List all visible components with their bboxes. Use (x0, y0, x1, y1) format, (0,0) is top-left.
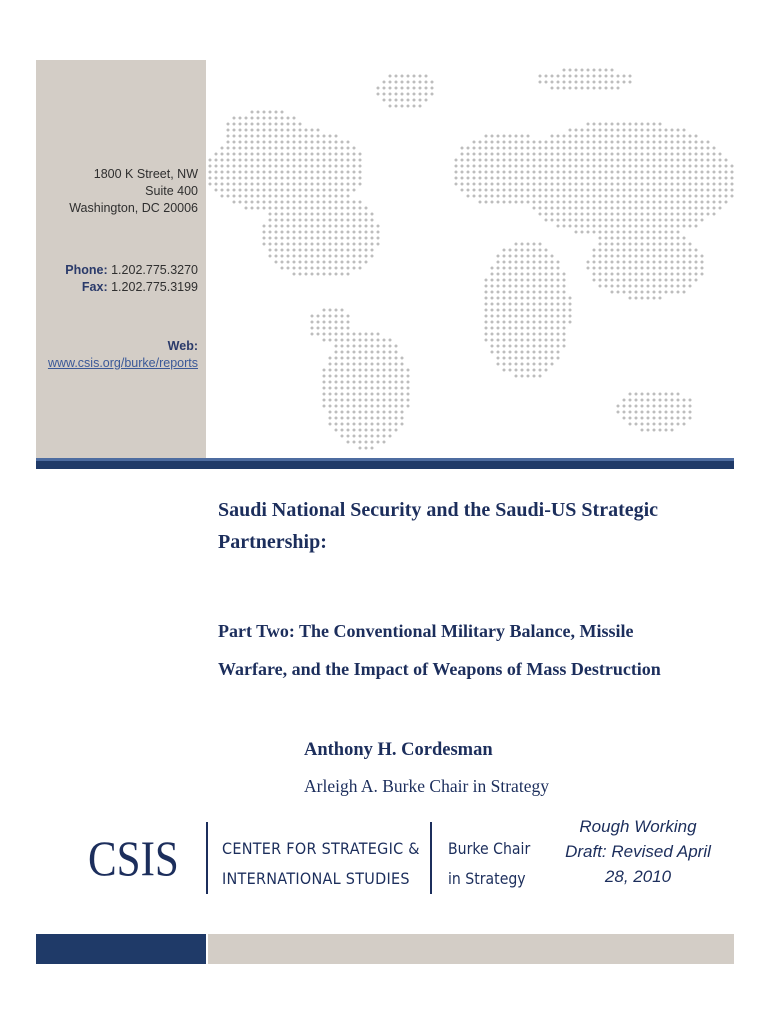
fax-number: 1.202.775.3199 (111, 280, 198, 294)
dotted-world-map (206, 60, 734, 458)
draft-note-line: 28, 2010 (604, 867, 672, 886)
phone-number: 1.202.775.3270 (111, 263, 198, 277)
author-title: Arleigh A. Burke Chair in Strategy (304, 776, 549, 796)
author-name: Anthony H. Cordesman (304, 740, 493, 760)
burke-chair-line: Burke Chair (448, 839, 531, 858)
subtitle-line: Warfare, and the Impact of Weapons of Mass Destruction (218, 659, 661, 679)
address-line: Suite 400 (145, 184, 198, 198)
logo-divider (430, 822, 432, 894)
web-block (18, 338, 198, 372)
csis-logo: CSIS (88, 830, 179, 886)
center-name-line: CENTER FOR STRATEGIC & (222, 839, 420, 858)
title-line: Partnership: (218, 531, 327, 553)
divider-stripe (36, 458, 734, 461)
burke-chair-line: in Strategy (448, 869, 526, 888)
title-line: Saudi National Security and the Saudi-US Strategic (218, 499, 659, 521)
world-map-image (206, 60, 734, 458)
address-line: Washington, DC 20006 (69, 201, 198, 215)
footer-band-left (36, 934, 206, 964)
phone-label: Phone: (65, 263, 108, 277)
document-subtitle (218, 612, 688, 688)
map-dots (209, 69, 734, 450)
address-block (28, 166, 198, 217)
web-label: Web: (167, 339, 198, 353)
burke-chair-logo (448, 834, 530, 894)
header-divider-bar (36, 458, 734, 469)
document-title (218, 494, 688, 558)
contact-block (28, 262, 198, 296)
center-name-logo (222, 834, 420, 894)
phone-line (28, 262, 198, 279)
address-line: 1800 K Street, NW (93, 167, 198, 181)
logo-divider (206, 822, 208, 894)
contact-sidebar (36, 60, 206, 458)
draft-note-line: Rough Working (579, 817, 697, 836)
center-name-line: INTERNATIONAL STUDIES (222, 869, 410, 888)
web-link[interactable]: www.csis.org/burke/reports (47, 356, 198, 370)
draft-note (552, 814, 724, 889)
footer-band-right (208, 934, 734, 964)
fax-label: Fax: (81, 280, 108, 294)
fax-line (28, 279, 198, 296)
draft-note-line: Draft: Revised April (565, 842, 711, 861)
subtitle-line: Part Two: The Conventional Military Balance, Missile (218, 621, 634, 641)
